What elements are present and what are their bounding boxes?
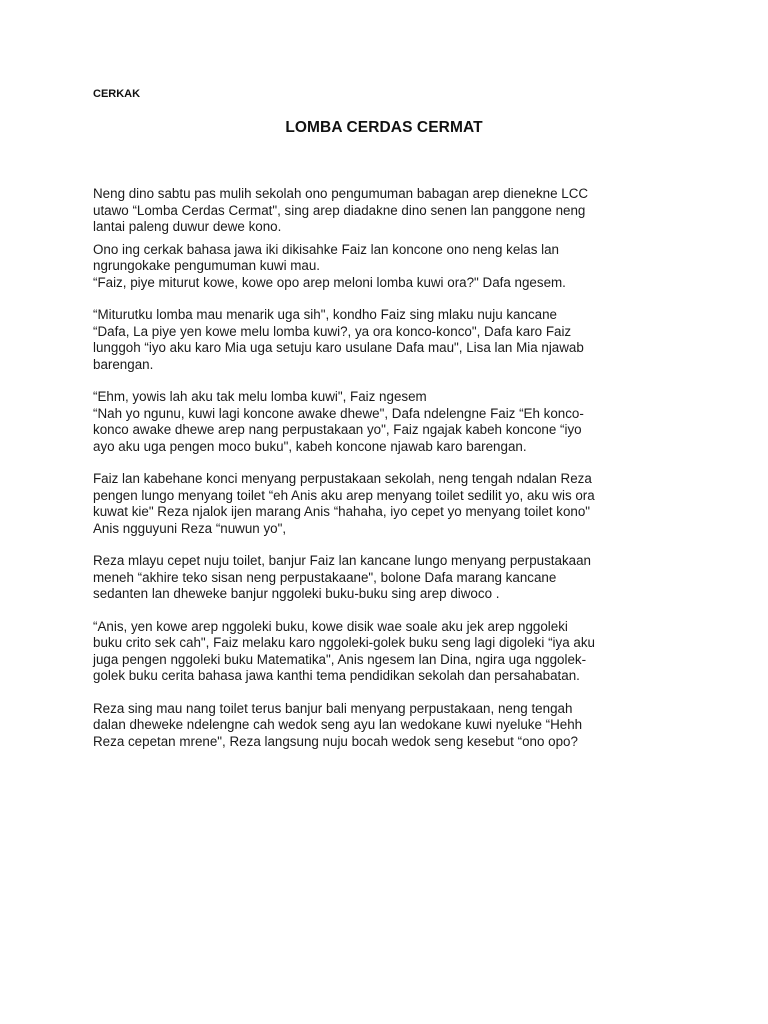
spacer <box>93 291 683 307</box>
paragraph-6: Reza mlayu cepet nuju toilet, banjur Faiz lan kancane lungo menyang perpustakaan meneh “akhire teko sisan neng perpustakaane", bolone Dafa marang kancane sedanten lan dheweke banjur nggoleki buku-buku sing arep diwoco . <box>93 553 591 601</box>
paragraph-3: “Miturutku lomba mau menarik uga sih", kondho Faiz sing mlaku nuju kancane “Dafa, La piye yen kowe melu lomba kuwi?, ya ora konco-konco", Dafa karo Faiz lunggoh “iyo aku karo Mia uga setuju karo usulane Dafa mau", Lisa lan Mia njawab barengan. <box>93 307 584 372</box>
paragraph-1: Neng dino sabtu pas mulih sekolah ono pengumuman babagan arep dienekne LCC utawo “Lomba Cerdas Cermat", sing arep diadakne dino senen lan panggone neng lantai paleng duwur dewe kono. <box>93 186 589 234</box>
paragraph-8: Reza sing mau nang toilet terus banjur bali menyang perpustakaan, neng tengah dalan dheweke ndelengne cah wedok seng ayu lan wedokane kuwi nyeluke “Hehh Reza cepetan mrene", Reza langsung nuju bocah wedok seng kesebut “ono opo? <box>93 700 583 749</box>
document-label: CERKAK <box>93 88 141 100</box>
spacer <box>93 455 683 471</box>
spacer <box>93 373 683 389</box>
spacer <box>93 537 683 553</box>
story-body <box>93 186 683 750</box>
spacer <box>93 685 683 701</box>
paragraph-5: Faiz lan kabehane konci menyang perpustakaan sekolah, neng tengah ndalan Reza pengen lungo menyang toilet “eh Anis aku arep menyang toilet sedilit yo, aku wis ora kuwat kie" Reza njalok ijen marang Anis “hahaha, iyo cepet yo menyang toilet kono" Anis ngguyuni Reza “nuwun yo", <box>93 471 595 536</box>
paragraph-4: “Ehm, yowis lah aku tak melu lomba kuwi", Faiz ngesem “Nah yo ngunu, kuwi lagi koncone awake dhewe", Dafa ndelengne Faiz “Eh konco- konco awake dhewe arep nang perpustakaan yo", Faiz ngajak kabeh koncone “iyo ayo aku uga pengen moco buku", kabeh koncone njawab karo barengan. <box>93 389 584 454</box>
document-title: LOMBA CERDAS CERMAT <box>285 119 483 136</box>
spacer <box>93 603 683 619</box>
paragraph-7: “Anis, yen kowe arep nggoleki buku, kowe disik wae soale aku jek arep nggoleki buku crito sek cah", Faiz melaku karo nggoleki-golek buku seng lagi digoleki “iya aku juga pengen nggoleki buku Matematika", Anis ngesem lan Dina, ngira uga nggolek- golek buku cerita bahasa jawa kanthi tema pendidikan sekolah dan persahabatan. <box>93 618 595 683</box>
paragraph-2: Ono ing cerkak bahasa jawa iki dikisahke Faiz lan koncone ono neng kelas lan ngrungokake pengumuman kuwi mau. “Faiz, piye miturut kowe, kowe opo arep meloni lomba kuwi ora?" Dafa ngesem. <box>93 241 566 290</box>
